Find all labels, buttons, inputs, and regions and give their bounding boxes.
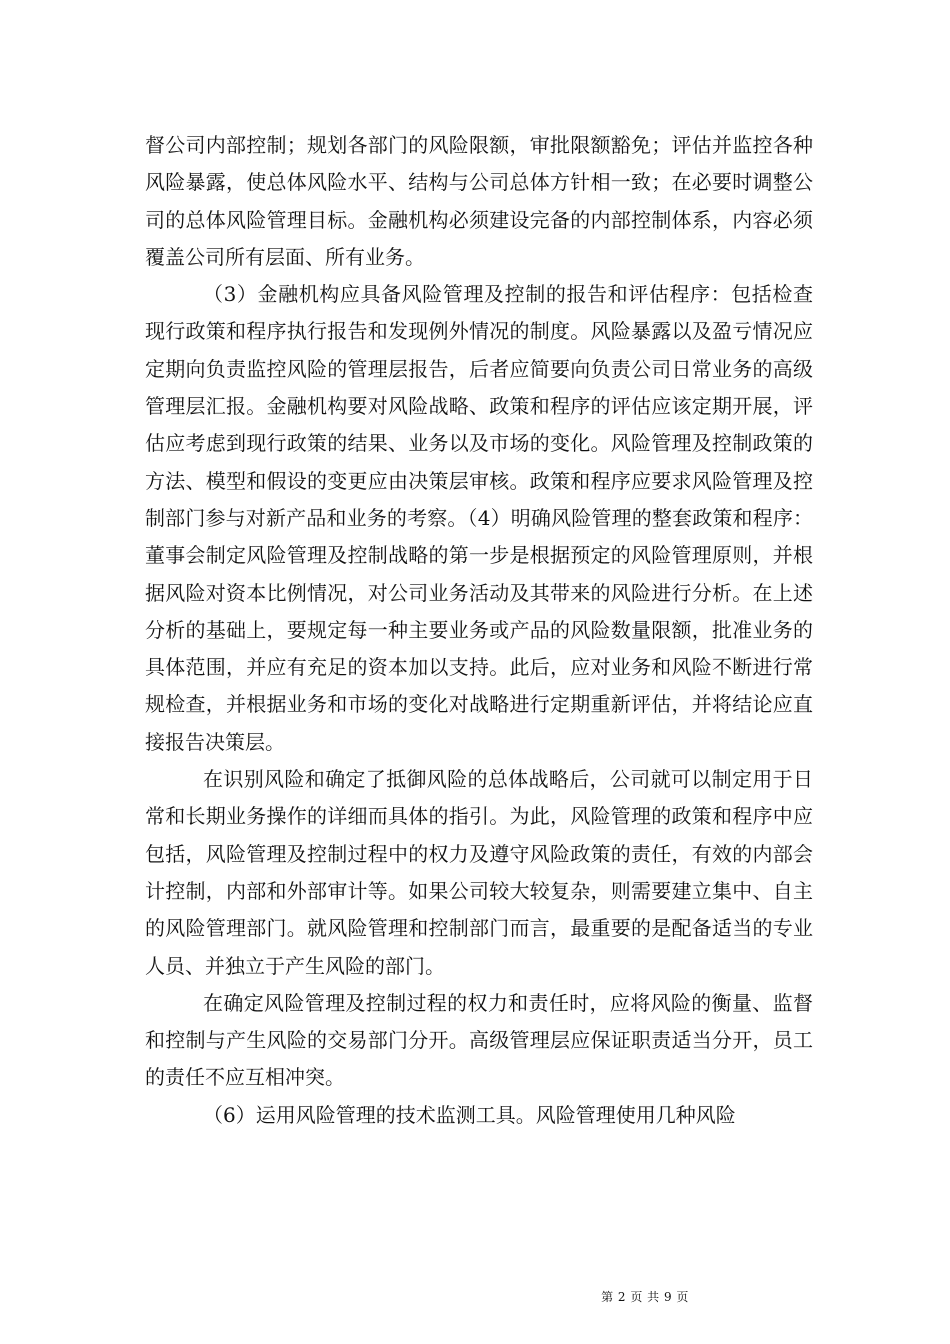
paragraph-3: 在识别风险和确定了抵御风险的总体战略后，公司就可以制定用于日常和长期业务操作的详细而具体的指引。为此，风险管理的政策和程序中应包括，风险管理及控制过程中的权力及遵守风险政策的责任，有效的内部会计控制，内部和外部审计等。如果公司较大较复杂，则需要建立集中、自主的风险管理部门。就风险管理和控制部门而言，最重要的是配备适当的专业人员、并独立于产生风险的部门。: [145, 767, 813, 978]
page-number-footer: 第 2 页 共 9 页: [601, 1290, 689, 1304]
paragraph-1: 督公司内部控制；规划各部门的风险限额，审批限额豁免；评估并监控各种风险暴露，使总体风险水平、结构与公司总体方针相一致；在必要时调整公司的总体风险管理目标。金融机构必须建设完备的内部控制体系，内容必须覆盖公司所有层面、所有业务。: [145, 133, 813, 269]
paragraph-5: （6）运用风险管理的技术监测工具。风险管理使用几种风险: [203, 1102, 736, 1127]
paragraph-4: 在确定风险管理及控制过程的权力和责任时，应将风险的衡量、监督和控制与产生风险的交易部门分开。高级管理层应保证职责适当分开，员工的责任不应互相冲突。: [145, 990, 813, 1090]
paragraph-2: （3）金融机构应具备风险管理及控制的报告和评估程序：包括检查现行政策和程序执行报告和发现例外情况的制度。风险暴露以及盈亏情况应定期向负责监控风险的管理层报告，后者应简要向负责公司日常业务的高级管理层汇报。金融机构要对风险战略、政策和程序的评估应该定期开展，评估应考虑到现行政策的结果、业务以及市场的变化。风险管理及控制政策的方法、模型和假设的变更应由决策层审核。政策和程序应要求风险管理及控制部门参与对新产品和业务的考察。（4）明确风险管理的整套政策和程序：董事会制定风险管理及控制战略的第一步是根据预定的风险管理原则，并根据风险对资本比例情况，对公司业务活动及其带来的风险进行分析。在上述分析的基础上，要规定每一种主要业务或产品的风险数量限额，批准业务的具体范围，并应有充足的资本加以支持。此后，应对业务和风险不断进行常规检查，并根据业务和市场的变化对战略进行定期重新评估，并将结论应直接报告决策层。: [145, 282, 813, 754]
document-body: [145, 127, 813, 1134]
